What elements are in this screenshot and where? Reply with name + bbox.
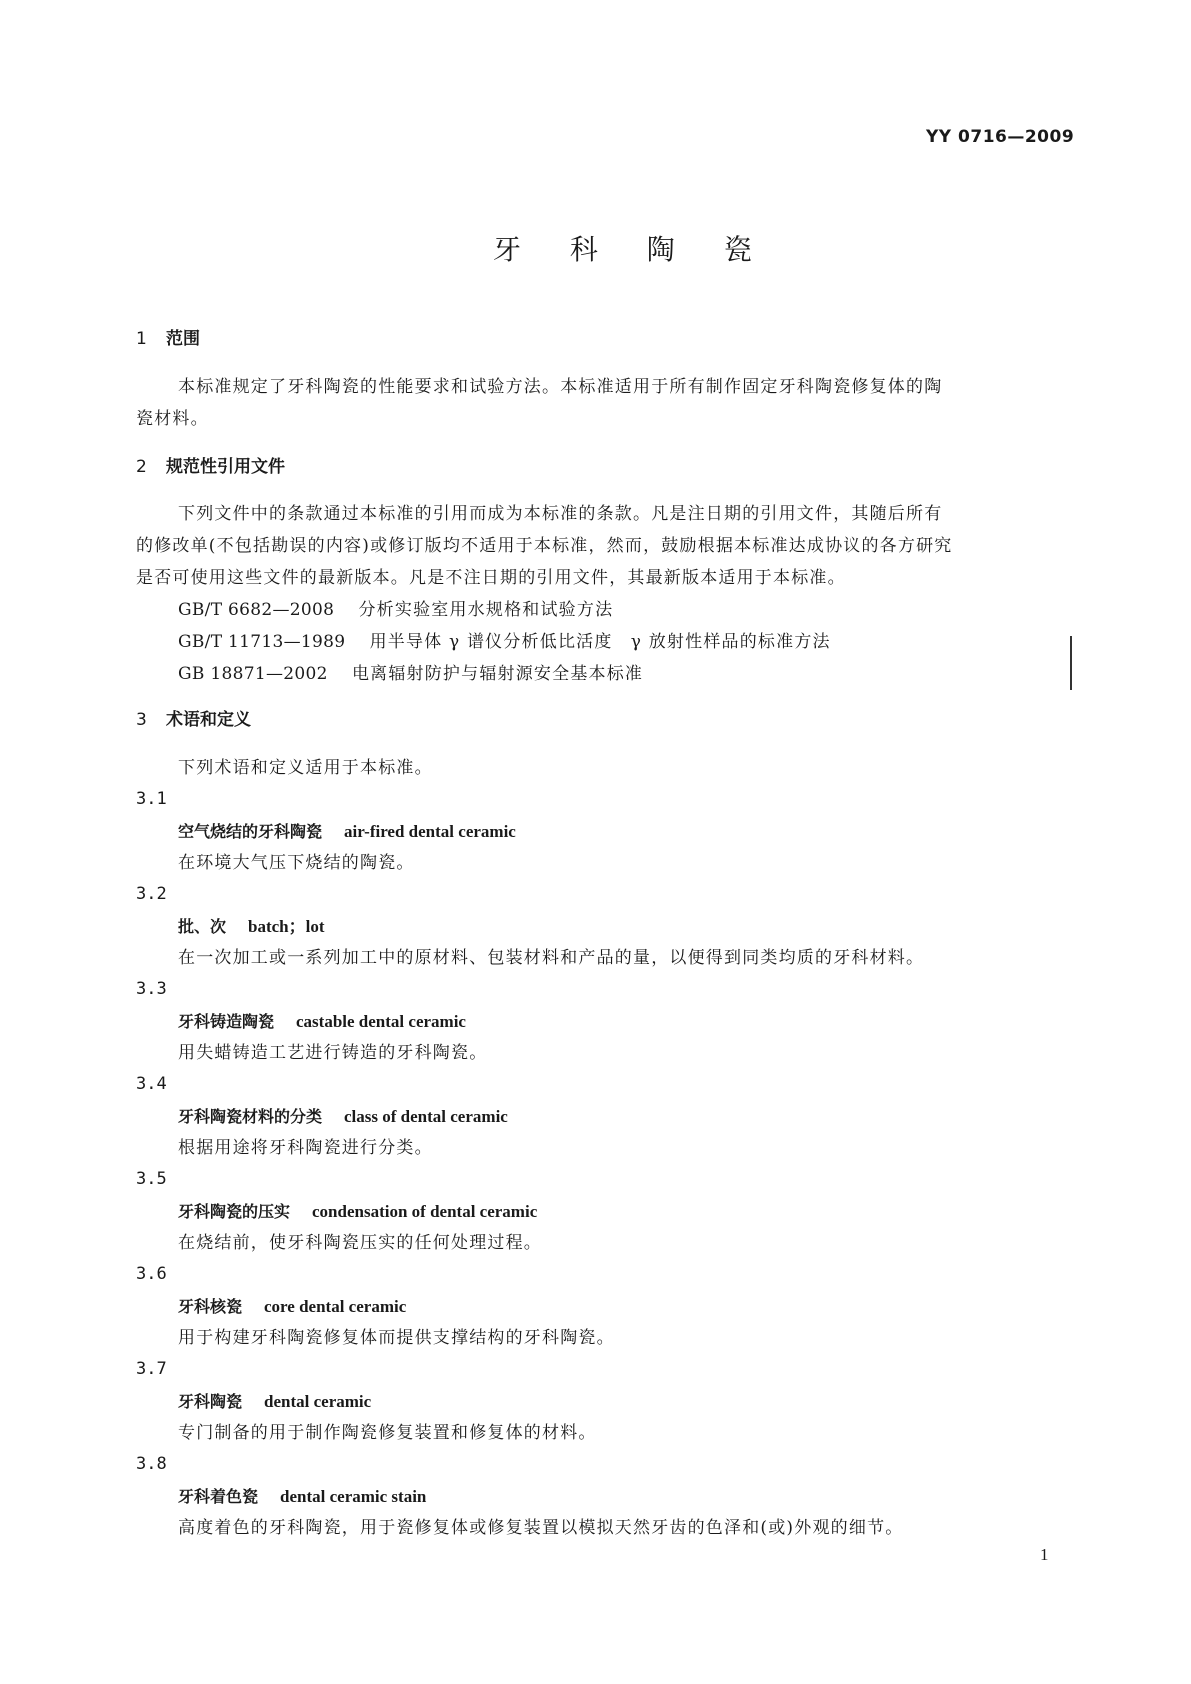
term-definition: 用失蜡铸造工艺进行铸造的牙科陶瓷。: [178, 1043, 488, 1063]
term-heading: [178, 1393, 371, 1410]
term-definition: 高度着色的牙科陶瓷，用于瓷修复体或修复装置以模拟天然牙齿的色泽和(或)外观的细节。: [178, 1518, 904, 1538]
section-1-heading: [136, 331, 200, 348]
revision-margin-bar: [1070, 636, 1072, 690]
term-chinese: 批、次: [178, 917, 227, 936]
term-heading: [178, 1298, 406, 1315]
references-paragraph-line: 下列文件中的条款通过本标准的引用而成为本标准的条款。凡是注日期的引用文件，其随后所有: [178, 504, 943, 524]
term-definition: 用于构建牙科陶瓷修复体而提供支撑结构的牙科陶瓷。: [178, 1328, 615, 1348]
term-chinese: 牙科铸造陶瓷: [178, 1012, 275, 1031]
section-number: 2: [136, 457, 147, 477]
reference-title: 分析实验室用水规格和试验方法: [358, 600, 614, 620]
term-chinese: 牙科陶瓷材料的分类: [178, 1107, 323, 1126]
term-english: core dental ceramic: [264, 1297, 407, 1316]
section-2-heading: [136, 459, 285, 476]
section-number: 1: [136, 329, 147, 349]
term-english: class of dental ceramic: [344, 1107, 508, 1126]
term-english: batch；lot: [248, 917, 325, 936]
section-title: 术语和定义: [166, 710, 251, 730]
term-definition: 在烧结前，使牙科陶瓷压实的任何处理过程。: [178, 1233, 542, 1253]
term-definition: 根据用途将牙科陶瓷进行分类。: [178, 1138, 433, 1158]
term-english: castable dental ceramic: [296, 1012, 466, 1031]
section-number: 3: [136, 710, 147, 730]
term-english: dental ceramic stain: [280, 1487, 427, 1506]
term-definition: 专门制备的用于制作陶瓷修复装置和修复体的材料。: [178, 1423, 597, 1443]
term-english: air-fired dental ceramic: [344, 822, 516, 841]
term-heading: [178, 823, 516, 840]
reference-title: 电离辐射防护与辐射源安全基本标准: [351, 664, 644, 684]
term-definition: 在一次加工或一系列加工中的原材料、包装材料和产品的量，以便得到同类均质的牙科材料。: [178, 948, 925, 968]
term-number: 3.8: [136, 1454, 167, 1474]
reference-code: GB/T 6682—2008: [178, 600, 335, 620]
terms-intro: 下列术语和定义适用于本标准。: [178, 758, 433, 778]
reference-title: 用半导体 γ 谱仪分析低比活度 γ 放射性样品的标准方法: [369, 632, 831, 652]
term-heading: [178, 1013, 466, 1030]
term-chinese: 牙科陶瓷的压实: [178, 1202, 291, 1221]
section-title: 规范性引用文件: [166, 457, 285, 477]
page-number: 1: [1040, 1545, 1049, 1564]
term-chinese: 空气烧结的牙科陶瓷: [178, 822, 323, 841]
term-number: 3.3: [136, 979, 167, 999]
section-title: 范围: [166, 329, 200, 349]
term-heading: [178, 1108, 508, 1125]
document-title: 牙 科 陶 瓷: [493, 233, 772, 266]
term-chinese: 牙科核瓷: [178, 1297, 243, 1316]
reference-code: GB/T 11713—1989: [178, 632, 346, 652]
term-heading: [178, 1203, 537, 1220]
reference-entry: [178, 634, 831, 651]
reference-code: GB 18871—2002: [178, 664, 328, 684]
reference-entry: [178, 602, 613, 619]
term-number: 3.2: [136, 884, 167, 904]
term-number: 3.7: [136, 1359, 167, 1379]
standard-code: YY 0716—2009: [926, 127, 1075, 147]
references-paragraph-line: 是否可使用这些文件的最新版本。凡是不注日期的引用文件，其最新版本适用于本标准。: [136, 568, 846, 588]
term-number: 3.5: [136, 1169, 167, 1189]
scope-paragraph-line: 瓷材料。: [136, 409, 209, 429]
scope-paragraph-line: 本标准规定了牙科陶瓷的性能要求和试验方法。本标准适用于所有制作固定牙科陶瓷修复体的陶: [178, 377, 943, 397]
references-paragraph-line: 的修改单(不包括勘误的内容)或修订版均不适用于本标准，然而，鼓励根据本标准达成协议的各方研究: [136, 536, 953, 556]
term-english: condensation of dental ceramic: [312, 1202, 538, 1221]
term-number: 3.1: [136, 789, 167, 809]
term-chinese: 牙科着色瓷: [178, 1487, 259, 1506]
term-heading: [178, 1488, 426, 1505]
section-3-heading: [136, 712, 251, 729]
term-heading: [178, 918, 325, 935]
term-chinese: 牙科陶瓷: [178, 1392, 243, 1411]
reference-entry: [178, 666, 643, 683]
term-english: dental ceramic: [264, 1392, 372, 1411]
term-definition: 在环境大气压下烧结的陶瓷。: [178, 853, 415, 873]
term-number: 3.6: [136, 1264, 167, 1284]
term-number: 3.4: [136, 1074, 167, 1094]
